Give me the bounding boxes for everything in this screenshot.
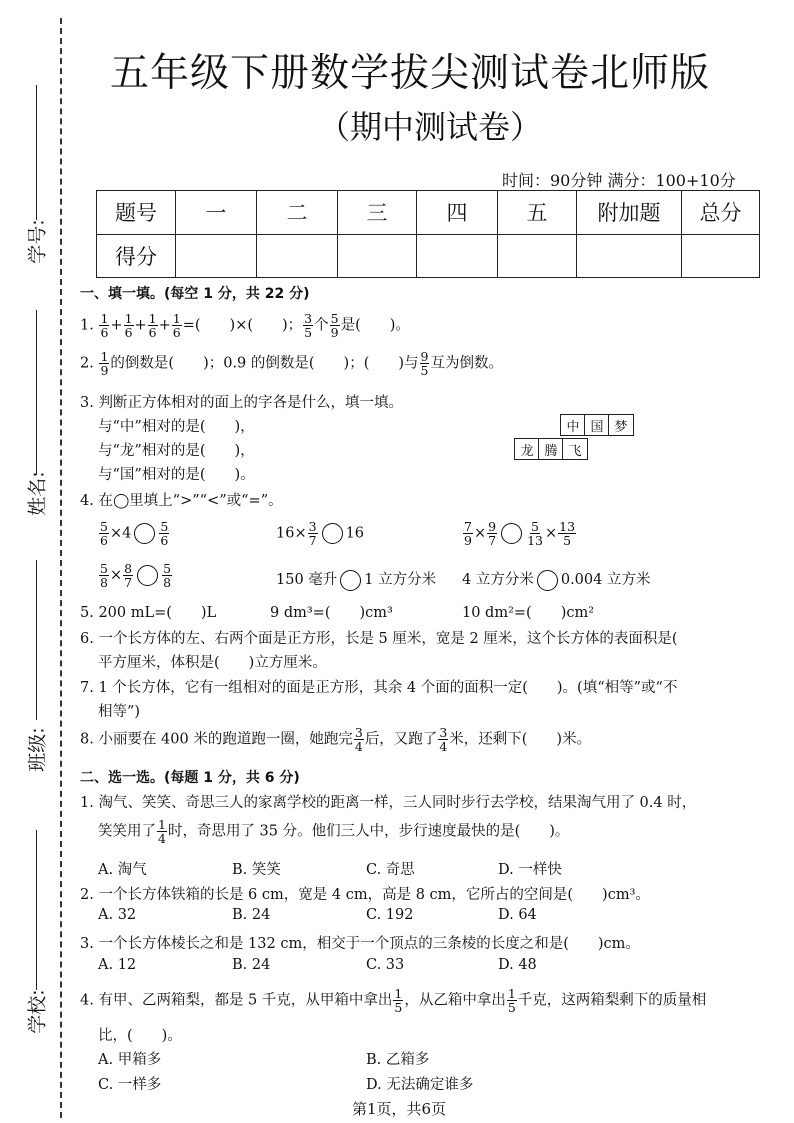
score-table-header-row bbox=[97, 191, 760, 235]
question-2-3 bbox=[80, 932, 640, 953]
score-header-cell: 三 bbox=[338, 191, 417, 235]
question-number: 3. bbox=[80, 395, 94, 411]
compare-circle[interactable] bbox=[501, 523, 522, 544]
fraction bbox=[159, 520, 169, 547]
question-text: 个 bbox=[314, 317, 329, 334]
question-2-4-line2: 比，( )。 bbox=[98, 1028, 182, 1044]
score-header-cell: 总分 bbox=[682, 191, 760, 235]
question-text: 小丽要在 400 米的跑道跑一圈，她跑完 bbox=[98, 731, 353, 748]
question-1-5c: 10 dm²=( )cm² bbox=[462, 605, 595, 621]
option-a[interactable]: A. 12 bbox=[98, 957, 137, 973]
expression-text: 16× bbox=[276, 525, 307, 542]
question-text: 时，奇思用了 35 分。他们三人中，步行速度最快的是( )。 bbox=[167, 823, 570, 840]
cube-face: 飞 bbox=[562, 438, 588, 460]
compare-circle[interactable] bbox=[137, 565, 158, 586]
fraction-numerator: 9 bbox=[488, 519, 497, 534]
question-text: 淘气、笑笑、奇思三人的家离学校的距离一样，三人同时步行去学校，结果淘气用了 0.4 时， bbox=[98, 795, 697, 811]
compare-item-e bbox=[276, 568, 436, 591]
question-1-7 bbox=[80, 676, 677, 697]
question-number: 1. bbox=[80, 795, 94, 811]
question-number: 6. bbox=[80, 631, 94, 647]
score-cell[interactable] bbox=[498, 234, 577, 278]
fraction-numerator: 5 bbox=[160, 519, 169, 534]
option-a[interactable]: A. 32 bbox=[98, 907, 137, 923]
cube-face: 国 bbox=[584, 414, 610, 436]
fraction-denominator: 5 bbox=[394, 1000, 403, 1015]
question-text: 有甲、乙两箱梨，都是 5 千克，从甲箱中拿出 bbox=[98, 992, 393, 1009]
fraction-numerator: 1 bbox=[172, 311, 181, 326]
question-2-1 bbox=[80, 791, 696, 812]
fraction bbox=[558, 520, 576, 547]
fraction-denominator: 6 bbox=[124, 325, 133, 340]
section2-heading: 二、选一选。(每题 1 分，共 6 分) bbox=[80, 770, 300, 786]
fraction bbox=[526, 520, 544, 547]
question-1-7-line2: 相等”) bbox=[98, 704, 141, 720]
fraction-numerator: 5 bbox=[330, 311, 339, 326]
cube-face: 腾 bbox=[538, 438, 564, 460]
score-row-label: 得分 bbox=[97, 234, 176, 278]
expression-text: 4 立方分米 bbox=[462, 572, 534, 588]
question-text: 笑笑用了 bbox=[98, 823, 156, 840]
option-d[interactable]: D. 无法确定谁多 bbox=[366, 1077, 474, 1093]
option-b[interactable]: B. 24 bbox=[232, 957, 271, 973]
fraction bbox=[438, 726, 448, 753]
question-text: 判断正方体相对的面上的字各是什么，填一填。 bbox=[98, 395, 403, 411]
question-text: 一个长方体棱长之和是 132 cm，相交于一个顶点的三条棱的长度之和是( )cm。 bbox=[98, 936, 640, 952]
fraction-denominator: 7 bbox=[124, 575, 133, 590]
page-title: 五年级下册数学拔尖测试卷北师版 bbox=[110, 51, 711, 96]
score-cell[interactable] bbox=[338, 234, 417, 278]
question-text: 千克，这两箱梨剩下的质量相 bbox=[517, 992, 707, 1009]
question-number: 2. bbox=[80, 887, 94, 903]
fraction-numerator: 3 bbox=[439, 725, 448, 740]
question-1-1 bbox=[80, 312, 410, 339]
score-cell[interactable] bbox=[682, 234, 760, 278]
fraction bbox=[308, 520, 318, 547]
fraction bbox=[303, 312, 313, 339]
question-text: 后，又跑了 bbox=[364, 731, 438, 748]
question-text: ，从乙箱中拿出 bbox=[404, 992, 506, 1009]
fraction bbox=[99, 312, 109, 339]
compare-item-c bbox=[462, 520, 577, 547]
fraction bbox=[99, 350, 109, 377]
fraction bbox=[123, 562, 133, 589]
fraction bbox=[157, 818, 167, 845]
fraction bbox=[463, 520, 473, 547]
fraction-denominator: 4 bbox=[354, 739, 363, 754]
score-header-cell: 五 bbox=[498, 191, 577, 235]
score-header-cell: 附加题 bbox=[577, 191, 682, 235]
fraction bbox=[420, 350, 430, 377]
question-number: 2. bbox=[80, 355, 94, 372]
compare-item-d bbox=[98, 562, 173, 589]
fraction-numerator: 1 bbox=[158, 817, 166, 832]
fraction-denominator: 13 bbox=[527, 533, 543, 548]
score-table-score-row bbox=[97, 234, 760, 278]
compare-item-a bbox=[98, 520, 170, 547]
school-label: 学校: bbox=[26, 989, 49, 1034]
fraction bbox=[162, 562, 172, 589]
fraction-denominator: 6 bbox=[172, 325, 181, 340]
expression-text: ×4 bbox=[109, 525, 132, 542]
expression-text: × bbox=[544, 525, 558, 542]
question-text: 的倒数是( )；0.9 的倒数是( )；( )与 bbox=[110, 355, 419, 372]
score-cell[interactable] bbox=[577, 234, 682, 278]
option-d[interactable]: D. 一样快 bbox=[498, 862, 562, 878]
fraction-denominator: 6 bbox=[100, 325, 109, 340]
cube-face: 龙 bbox=[514, 438, 540, 460]
question-1-3-line1: 与“中”相对的是( )， bbox=[98, 419, 255, 435]
question-2-2 bbox=[80, 883, 650, 904]
expression-text: 1 立方分米 bbox=[364, 572, 437, 588]
fraction-numerator: 3 bbox=[304, 311, 313, 326]
question-number: 1. bbox=[80, 317, 94, 334]
score-cell[interactable] bbox=[417, 234, 498, 278]
student-id-line[interactable] bbox=[36, 85, 37, 220]
fraction-denominator: 5 bbox=[507, 1000, 516, 1015]
fraction-denominator: 9 bbox=[100, 363, 109, 378]
question-text: 互为倒数。 bbox=[430, 355, 503, 372]
question-1-3 bbox=[80, 391, 403, 412]
fraction-numerator: 5 bbox=[100, 519, 108, 534]
question-1-5 bbox=[80, 601, 216, 622]
student-id-label: 学号: bbox=[26, 219, 49, 264]
fraction-denominator: 7 bbox=[488, 533, 497, 548]
fraction-denominator: 5 bbox=[563, 533, 572, 548]
time-info: 时间：90分钟 满分：100+10分 bbox=[502, 171, 736, 190]
fraction-denominator: 4 bbox=[158, 831, 166, 846]
question-number: 8. bbox=[80, 731, 94, 748]
fraction-denominator: 9 bbox=[330, 325, 339, 340]
question-1-5b: 9 dm³=( )cm³ bbox=[270, 605, 393, 621]
question-text: 一个长方体的左、右两个面是正方形，长是 5 厘米，宽是 2 厘米，这个长方体的表面积是( bbox=[98, 631, 707, 647]
fraction-numerator: 1 bbox=[100, 349, 109, 364]
fraction bbox=[99, 520, 109, 547]
plus-sign: + bbox=[134, 317, 147, 334]
fraction-numerator: 8 bbox=[124, 561, 133, 576]
question-1-3-line3: 与“国”相对的是( )。 bbox=[98, 467, 255, 483]
question-text: =( )×( )； bbox=[182, 317, 303, 334]
question-number: 4. bbox=[80, 493, 94, 509]
expression-text: × bbox=[473, 525, 487, 542]
fraction-denominator: 9 bbox=[464, 533, 472, 548]
option-b[interactable]: B. 笑笑 bbox=[232, 862, 281, 878]
name-line[interactable] bbox=[36, 310, 37, 475]
cut-line bbox=[60, 18, 62, 1118]
question-2-1-line2 bbox=[98, 818, 569, 845]
fraction-numerator: 5 bbox=[100, 561, 108, 576]
plus-sign: + bbox=[158, 317, 171, 334]
option-a[interactable]: A. 淘气 bbox=[98, 862, 147, 878]
fraction-numerator: 1 bbox=[394, 986, 403, 1001]
option-c[interactable]: C. 192 bbox=[366, 907, 414, 923]
question-2-4 bbox=[80, 987, 706, 1014]
score-cell[interactable] bbox=[176, 234, 257, 278]
fraction-denominator: 5 bbox=[420, 363, 429, 378]
fraction-numerator: 3 bbox=[354, 725, 363, 740]
section1-heading: 一、填一填。(每空 1 分，共 22 分) bbox=[80, 286, 310, 302]
fraction-denominator: 5 bbox=[304, 325, 313, 340]
fraction-denominator: 7 bbox=[308, 533, 317, 548]
question-text: 在◯里填上“>”“<”或“=”。 bbox=[98, 493, 283, 509]
plus-sign: + bbox=[110, 317, 123, 334]
question-1-4 bbox=[80, 489, 283, 510]
fraction bbox=[487, 520, 497, 547]
fraction bbox=[99, 562, 109, 589]
score-header-cell: 题号 bbox=[97, 191, 176, 235]
fraction-numerator: 3 bbox=[308, 519, 317, 534]
question-number: 4. bbox=[80, 992, 94, 1009]
expression-text: × bbox=[109, 567, 123, 584]
question-text: 1 个长方体，它有一组相对的面是正方形，其余 4 个面的面积一定( )。(填“相等”或“不 bbox=[98, 680, 678, 696]
option-d[interactable]: D. 64 bbox=[498, 907, 537, 923]
score-header-cell: 四 bbox=[417, 191, 498, 235]
question-1-2 bbox=[80, 350, 503, 377]
compare-circle[interactable] bbox=[322, 523, 343, 544]
compare-circle[interactable] bbox=[134, 523, 155, 544]
option-b[interactable]: B. 24 bbox=[232, 907, 271, 923]
score-table bbox=[96, 190, 760, 278]
fraction bbox=[507, 987, 517, 1014]
fraction-numerator: 1 bbox=[100, 311, 109, 326]
fraction-numerator: 5 bbox=[163, 561, 172, 576]
question-text: 米，还剩下( )米。 bbox=[449, 731, 592, 748]
class-line[interactable] bbox=[36, 560, 37, 720]
question-number: 7. bbox=[80, 680, 94, 696]
question-text: 200 mL=( )L bbox=[98, 605, 217, 621]
question-1-6 bbox=[80, 627, 707, 648]
question-number: 3. bbox=[80, 936, 94, 952]
question-text: 一个长方体铁箱的长是 6 cm，宽是 4 cm，高是 8 cm，它所占的空间是( )cm³。 bbox=[98, 887, 650, 903]
fraction bbox=[148, 312, 158, 339]
class-label: 班级: bbox=[26, 727, 49, 772]
question-1-6-line2: 平方厘米，体积是( )立方厘米。 bbox=[98, 655, 327, 671]
fraction-numerator: 5 bbox=[531, 519, 539, 534]
fraction-numerator: 1 bbox=[507, 986, 516, 1001]
score-cell[interactable] bbox=[257, 234, 338, 278]
fraction bbox=[330, 312, 340, 339]
fraction-denominator: 6 bbox=[148, 325, 157, 340]
cube-face: 中 bbox=[560, 414, 586, 436]
question-number: 5. bbox=[80, 605, 94, 621]
score-header-cell: 二 bbox=[257, 191, 338, 235]
page-subtitle: （期中测试卷） bbox=[318, 108, 543, 146]
fraction-numerator: 1 bbox=[148, 311, 157, 326]
compare-circle[interactable] bbox=[340, 570, 361, 591]
question-1-8 bbox=[80, 726, 591, 753]
expression-text: 0.004 立方米 bbox=[560, 572, 651, 588]
fraction-numerator: 7 bbox=[464, 519, 472, 534]
option-c[interactable]: C. 33 bbox=[366, 957, 405, 973]
fraction-denominator: 4 bbox=[439, 739, 448, 754]
expression-text: 16 bbox=[345, 525, 365, 542]
name-label: 姓名: bbox=[26, 471, 49, 516]
fraction-denominator: 6 bbox=[160, 533, 169, 548]
option-b[interactable]: B. 乙箱多 bbox=[366, 1052, 430, 1068]
option-c[interactable]: C. 奇思 bbox=[366, 862, 415, 878]
fraction-denominator: 8 bbox=[163, 575, 172, 590]
question-text: 是( )。 bbox=[340, 317, 410, 334]
page-footer: 第1页，共6页 bbox=[352, 1100, 447, 1118]
fraction bbox=[393, 987, 403, 1014]
fraction-numerator: 9 bbox=[420, 349, 429, 364]
fraction bbox=[124, 312, 134, 339]
fraction-numerator: 1 bbox=[124, 311, 133, 326]
fraction bbox=[354, 726, 364, 753]
expression-text: 150 毫升 bbox=[276, 572, 338, 588]
option-c[interactable]: C. 一样多 bbox=[98, 1077, 162, 1093]
score-header-cell: 一 bbox=[176, 191, 257, 235]
fraction-denominator: 8 bbox=[100, 575, 108, 590]
question-1-3-line2: 与“龙”相对的是( )， bbox=[98, 443, 255, 459]
fraction-numerator: 13 bbox=[559, 519, 576, 534]
option-d[interactable]: D. 48 bbox=[498, 957, 537, 973]
school-line[interactable] bbox=[36, 830, 37, 990]
cube-face: 梦 bbox=[608, 414, 634, 436]
compare-circle[interactable] bbox=[537, 570, 558, 591]
fraction-denominator: 6 bbox=[100, 533, 108, 548]
compare-item-f bbox=[462, 568, 650, 591]
option-a[interactable]: A. 甲箱多 bbox=[98, 1052, 162, 1068]
fraction bbox=[172, 312, 182, 339]
compare-item-b bbox=[276, 520, 364, 547]
